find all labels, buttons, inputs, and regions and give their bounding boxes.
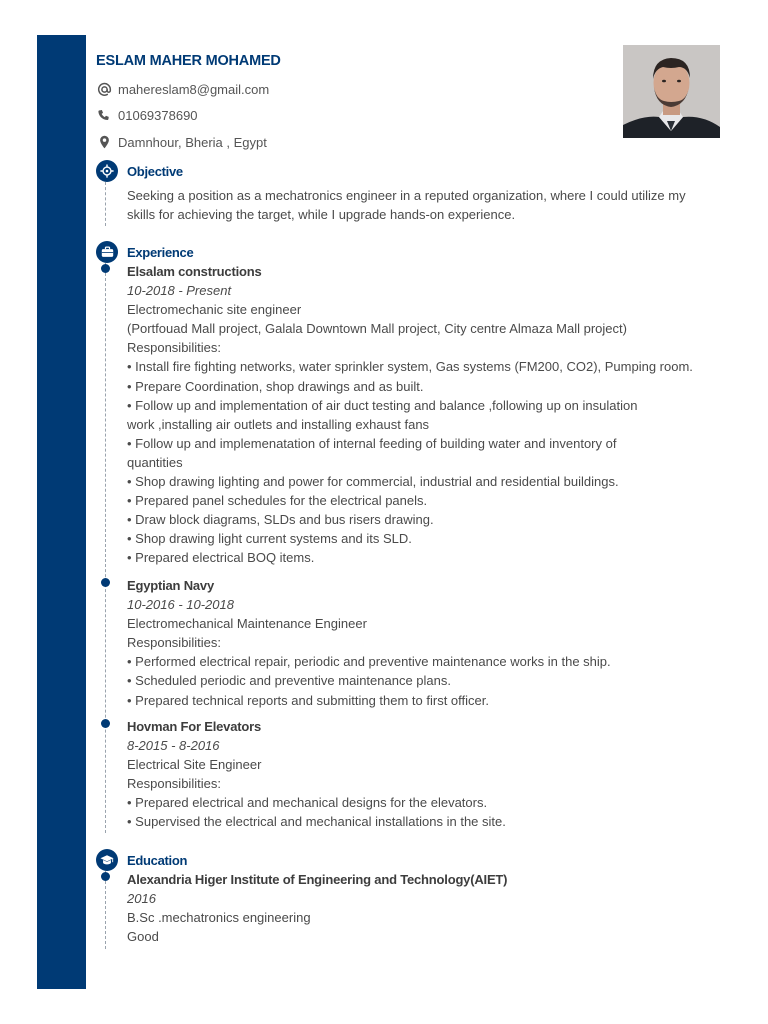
objective-section-header	[96, 160, 183, 182]
phone-icon	[96, 108, 112, 124]
entry-date: 10-2018 - Present	[127, 283, 232, 299]
graduation-cap-icon	[96, 849, 118, 871]
entry-line: Responsibilities:	[127, 340, 221, 356]
entry-line: • Prepared technical reports and submitting them to first officer.	[127, 692, 489, 708]
entry-line: B.Sc .mechatronics engineering	[127, 910, 311, 926]
briefcase-icon	[96, 241, 118, 263]
entry-date: 8-2015 - 8-2016	[127, 738, 220, 754]
education-section-header	[96, 849, 187, 871]
side-color-bar	[37, 35, 86, 989]
entry-line: Responsibilities:	[127, 635, 221, 651]
timeline-dot	[101, 872, 110, 881]
entry-line: quantities	[127, 454, 183, 470]
experience-title: Experience	[127, 244, 194, 260]
entry-line: • Shop drawing light current systems and its SLD.	[127, 531, 412, 547]
entry-date: 2016	[127, 891, 156, 907]
experience-entry	[127, 576, 727, 710]
email-text: mahereslam8@gmail.com	[118, 81, 270, 97]
entry-line: • Shop drawing lighting and power for commercial, industrial and residential buildings.	[127, 474, 619, 490]
experience-timeline	[105, 263, 106, 833]
entry-date: 10-2016 - 10-2018	[127, 597, 234, 613]
objective-text	[127, 186, 727, 224]
education-entry	[127, 870, 727, 946]
entry-line: Electromechanic site engineer	[127, 302, 302, 318]
entry-line: • Supervised the electrical and mechanical installations in the site.	[127, 814, 506, 830]
timeline-dot	[101, 264, 110, 273]
education-timeline	[105, 871, 106, 949]
entry-line: Responsibilities:	[127, 776, 221, 792]
entry-line: • Draw block diagrams, SLDs and bus risers drawing.	[127, 512, 434, 528]
entry-line: • Scheduled periodic and preventive maintenance plans.	[127, 673, 451, 689]
entry-line: • Follow up and implementation of air duct testing and balance ,following up on insulation	[127, 397, 638, 413]
header	[96, 52, 281, 156]
phone-text: 01069378690	[118, 108, 198, 124]
location-row	[96, 129, 281, 156]
location-text: Damnhour, Bheria , Egypt	[118, 134, 267, 150]
experience-entry	[127, 717, 727, 832]
objective-title: Objective	[127, 163, 183, 179]
entry-line: (Portfouad Mall project, Galala Downtown Mall project, City centre Almaza Mall project)	[127, 321, 627, 337]
objective-timeline	[105, 182, 106, 226]
target-icon	[96, 160, 118, 182]
education-title: Education	[127, 852, 188, 868]
entry-line: Electromechanical Maintenance Engineer	[127, 616, 367, 632]
entry-line: • Follow up and implemenatation of internal feeding of building water and inventory of	[127, 435, 617, 451]
company-name: Hovman For Elevators	[127, 719, 261, 734]
company-name: Egyptian Navy	[127, 578, 214, 593]
entry-line: work ,installing air outlets and installing exhaust fans	[127, 416, 430, 432]
entry-line: • Prepared electrical and mechanical designs for the elevators.	[127, 795, 488, 811]
candidate-name: ESLAM MAHER MOHAMED	[96, 53, 281, 69]
location-pin-icon	[96, 134, 112, 150]
experience-entry	[127, 262, 727, 568]
at-sign-icon	[96, 81, 112, 97]
experience-section-header	[96, 241, 193, 263]
objective-line: Seeking a position as a mechatronics engineer in a reputed organization, where I could utilize my	[127, 188, 686, 203]
entry-line: • Performed electrical repair, periodic and preventive maintenance works in the ship.	[127, 654, 611, 670]
profile-photo	[623, 45, 720, 138]
entry-line: • Prepared electrical BOQ items.	[127, 550, 315, 566]
phone-row	[96, 103, 281, 130]
entry-line: Good	[127, 929, 159, 945]
company-name: Elsalam constructions	[127, 264, 262, 279]
objective-line: skills for achieving the target, while I upgrade hands-on experience.	[127, 207, 516, 223]
entry-line: Electrical Site Engineer	[127, 757, 262, 773]
timeline-dot	[101, 578, 110, 587]
email-row	[96, 76, 281, 103]
timeline-dot	[101, 719, 110, 728]
school-name: Alexandria Higer Institute of Engineering and Technology(AIET)	[127, 872, 508, 887]
entry-line: • Prepared panel schedules for the electrical panels.	[127, 493, 428, 509]
entry-line: • Prepare Coordination, shop drawings and as built.	[127, 378, 424, 394]
entry-line: • Install fire fighting networks, water sprinkler system, Gas systems (FM200, CO2), Pumping room.	[127, 359, 693, 375]
